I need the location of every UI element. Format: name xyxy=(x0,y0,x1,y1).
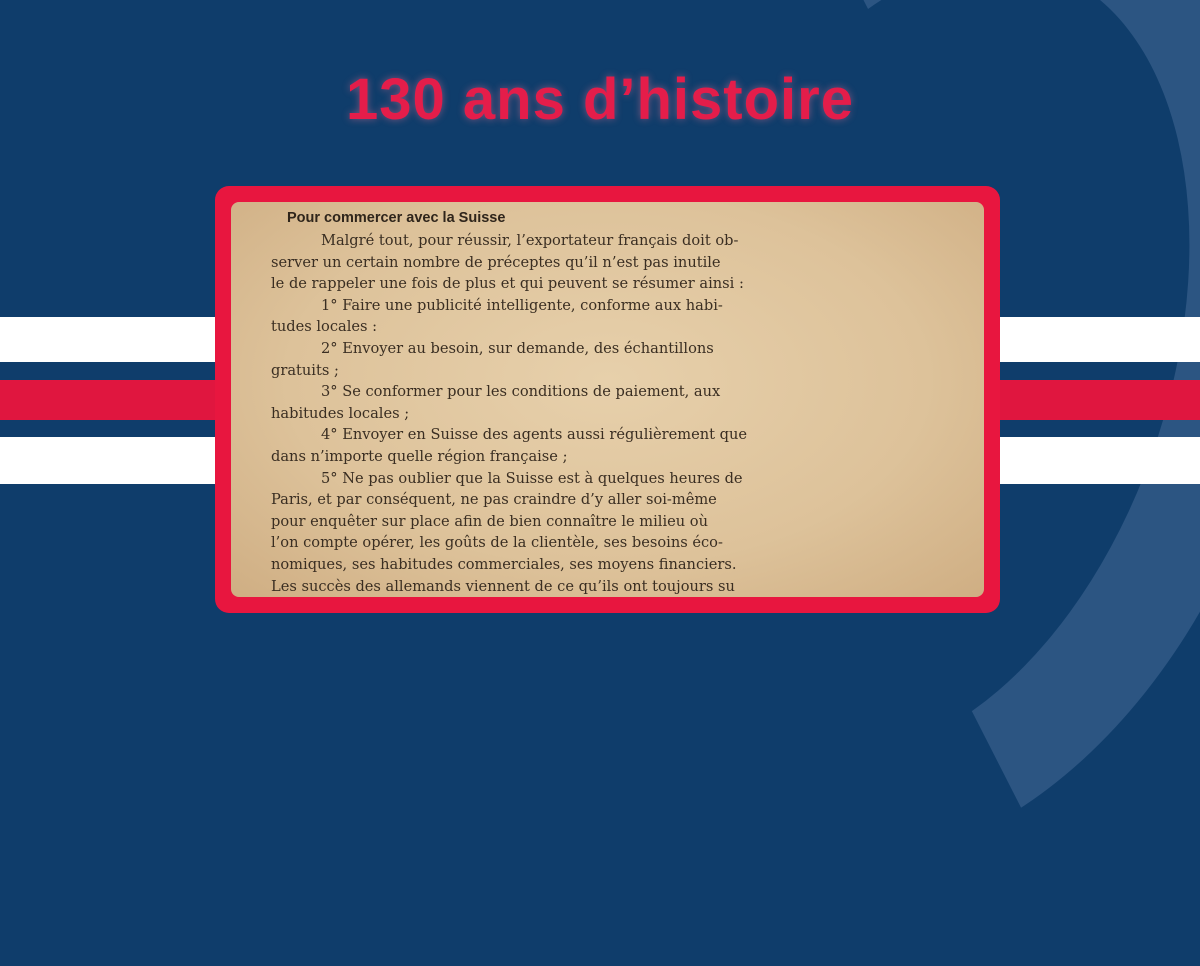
page-title: 130 ans d’histoire xyxy=(346,67,854,132)
document-line: Les succès des allemands viennent de ce qu’ils ont toujours su xyxy=(271,577,735,595)
document-line: Paris, et par conséquent, ne pas craindre d’y aller soi-même xyxy=(271,491,717,509)
document-frame xyxy=(215,186,1000,613)
document-line: gratuits ; xyxy=(271,361,339,379)
document-heading: Pour commercer avec la Suisse xyxy=(287,210,506,226)
document-line: 2° Envoyer au besoin, sur demande, des échantillons xyxy=(321,339,714,357)
document-line: server un certain nombre de préceptes qu’il n’est pas inutile xyxy=(271,253,721,271)
document-line: dans n’importe quelle région française ; xyxy=(271,447,568,465)
document-body xyxy=(271,230,960,597)
document-line: le de rappeler une fois de plus et qui peuvent se résumer ainsi : xyxy=(271,275,744,293)
document-line: 5° Ne pas oublier que la Suisse est à quelques heures de xyxy=(321,469,743,487)
document-line: Malgré tout, pour réussir, l’exportateur français doit ob- xyxy=(321,232,739,249)
document-line: habitudes locales ; xyxy=(271,404,410,422)
document-line: pour enquêter sur place afin de bien connaître le milieu où xyxy=(271,512,708,530)
scanned-document xyxy=(231,202,984,597)
document-line: 4° Envoyer en Suisse des agents aussi régulièrement que xyxy=(321,426,748,444)
document-line: l’on compte opérer, les goûts de la clientèle, ses besoins éco- xyxy=(271,534,723,552)
document-line: 1° Faire une publicité intelligente, conforme aux habi- xyxy=(321,296,723,314)
document-line: nomiques, ses habitudes commerciales, ses moyens financiers. xyxy=(271,555,737,573)
document-line: 3° Se conformer pour les conditions de paiement, aux xyxy=(321,383,721,401)
document-line: tudes locales : xyxy=(271,318,378,336)
